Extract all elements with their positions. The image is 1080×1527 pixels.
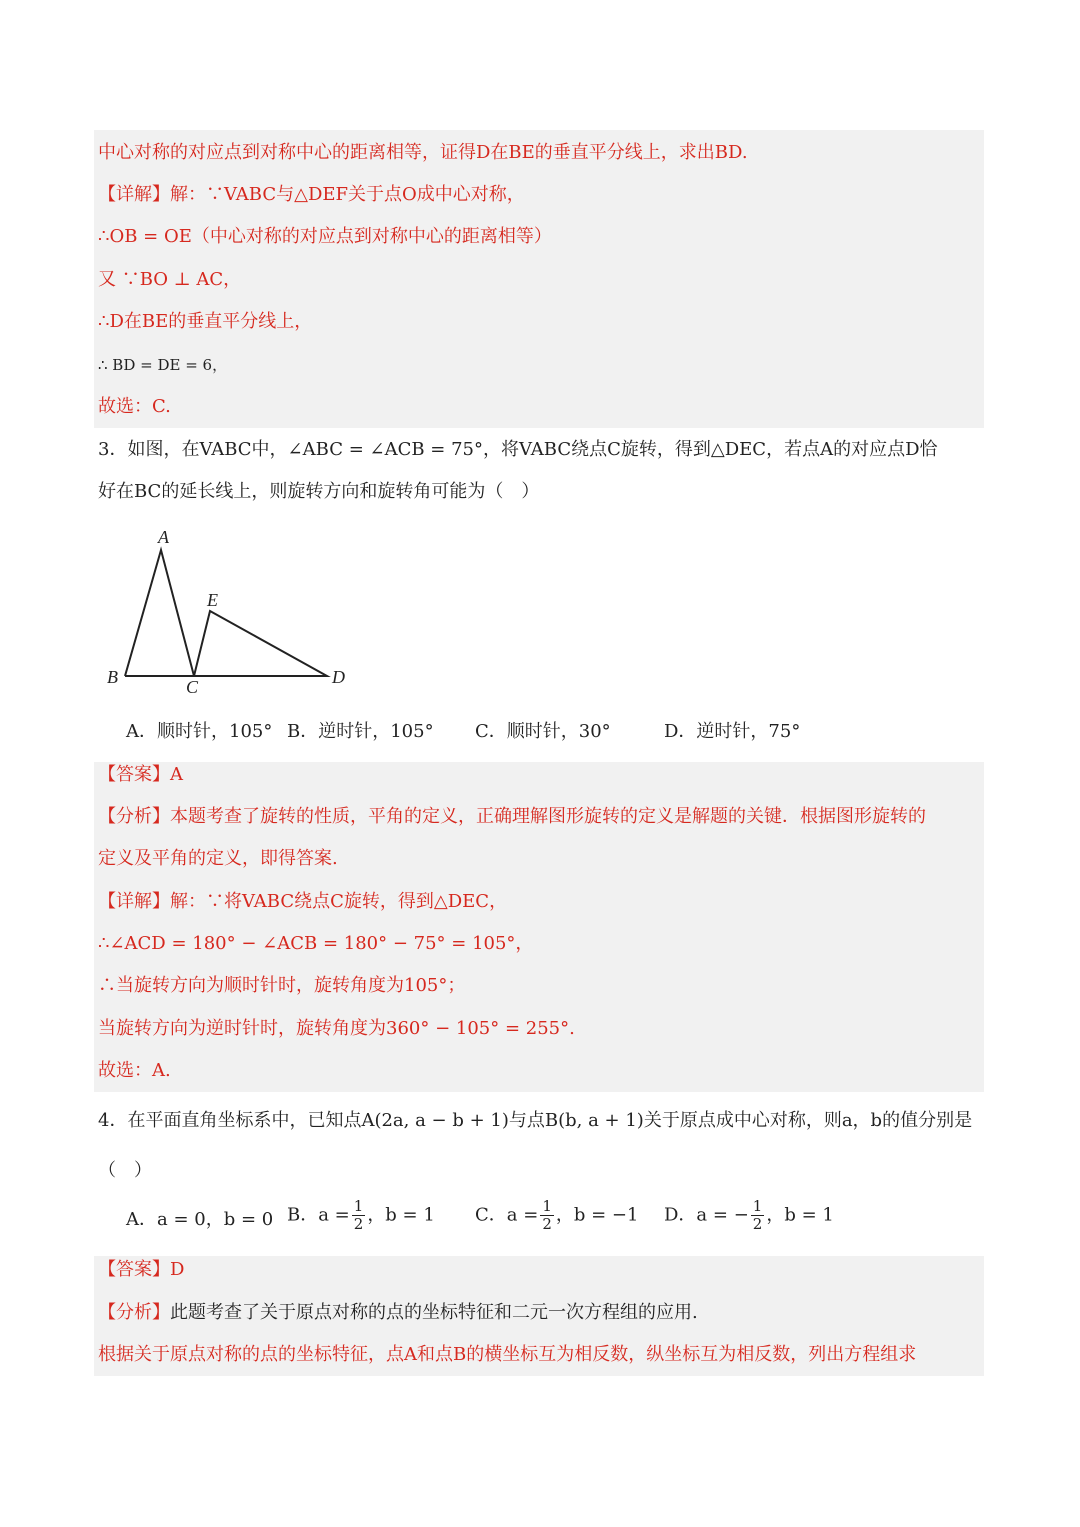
q4-option-c-fraction bbox=[540, 1198, 554, 1233]
triangle-abc bbox=[125, 550, 194, 676]
q4-option-c bbox=[475, 1198, 638, 1233]
q4-option-b bbox=[287, 1198, 435, 1233]
q4-option-c-num: 1 bbox=[542, 1197, 552, 1215]
q4-answer: 【答案】D bbox=[98, 1259, 185, 1280]
q3-triangle-figure bbox=[100, 520, 360, 700]
q3-choice: 故选：A. bbox=[98, 1060, 171, 1081]
q4-option-b-fraction bbox=[352, 1198, 366, 1233]
q2-detail bbox=[98, 181, 525, 209]
q2-step1: ∴OB = OE（中心对称的对应点到对称中心的距离相等） bbox=[98, 226, 552, 247]
q4-option-d-den: 2 bbox=[752, 1215, 763, 1233]
q3-option-d: D．逆时针，75° bbox=[664, 721, 801, 742]
q3-step3: 当旋转方向为逆时针时，旋转角度为360° − 105° = 255°. bbox=[98, 1018, 575, 1039]
q2-step2: 又 ∵BO ⊥ AC， bbox=[98, 269, 242, 290]
q3-step1: ∴∠ACD = 180° − ∠ACB = 180° − 75° = 105°， bbox=[98, 933, 534, 954]
q4-option-d-prefix: D．a = − bbox=[664, 1204, 749, 1226]
q2-detail-text: 解：∵VABC与△DEF关于点O成中心对称， bbox=[170, 184, 525, 205]
q4-analysis-label: 【分析】 bbox=[98, 1302, 170, 1323]
q3-answer: 【答案】A bbox=[98, 764, 183, 785]
q2-choice: 故选：C. bbox=[98, 396, 171, 417]
label-d: D bbox=[332, 667, 345, 687]
q4-stem-line2: （ ） bbox=[98, 1160, 152, 1181]
q3-analysis-text: 本题考查了旋转的性质，平角的定义，正确理解图形旋转的定义是解题的关键．根据图形旋转的 bbox=[170, 806, 926, 827]
label-a: A bbox=[158, 527, 169, 547]
q2-analysis-tail: 中心对称的对应点到对称中心的距离相等，证得D在BE的垂直平分线上，求出BD. bbox=[98, 142, 748, 163]
q2-detail-label: 【详解】 bbox=[98, 184, 170, 205]
q4-analysis-text: 此题考查了关于原点对称的点的坐标特征和二元一次方程组的应用. bbox=[170, 1302, 698, 1323]
q3-detail-label: 【详解】 bbox=[98, 891, 170, 912]
q3-option-c: C．顺时针，30° bbox=[475, 721, 611, 742]
q4-option-c-den: 2 bbox=[542, 1215, 552, 1233]
q3-step2: ∴当旋转方向为顺时针时，旋转角度为105°； bbox=[98, 975, 466, 996]
q3-analysis-line1 bbox=[98, 803, 926, 831]
q2-step4: ∴ BD = DE = 6， bbox=[98, 356, 228, 374]
q3-detail bbox=[98, 888, 507, 916]
q3-detail-text: 解：∵将VABC绕点C旋转，得到△DEC， bbox=[170, 891, 508, 912]
q2-step3: ∴D在BE的垂直平分线上， bbox=[98, 311, 313, 332]
q4-option-d-fraction bbox=[751, 1198, 765, 1233]
q3-stem-line2: 好在BC的延长线上，则旋转方向和旋转角可能为（ ） bbox=[98, 481, 540, 502]
label-b: B bbox=[107, 667, 118, 687]
q4-analysis-line2: 根据关于原点对称的点的坐标特征，点A和点B的横坐标互为相反数，纵坐标互为相反数，列出方程组求 bbox=[98, 1344, 917, 1365]
q3-stem-line1: 3．如图，在VABC中，∠ABC = ∠ACB = 75°，将VABC绕点C旋转，得到△DEC，若点A的对应点D恰 bbox=[98, 439, 938, 460]
q4-option-a: A．a = 0，b = 0 bbox=[126, 1209, 274, 1230]
q4-option-d bbox=[664, 1198, 834, 1233]
q3-analysis-label: 【分析】 bbox=[98, 806, 170, 827]
q4-option-b-den: 2 bbox=[353, 1215, 364, 1233]
q3-option-a: A．顺时针，105° bbox=[126, 721, 273, 742]
label-e: E bbox=[207, 590, 218, 610]
triangle-dec bbox=[194, 611, 327, 676]
q4-option-c-suffix: ，b = −1 bbox=[555, 1204, 639, 1226]
q4-option-d-num: 1 bbox=[752, 1197, 763, 1215]
q4-analysis bbox=[98, 1299, 698, 1327]
label-c: C bbox=[186, 677, 199, 697]
q4-option-b-suffix: ，b = 1 bbox=[367, 1204, 435, 1226]
q3-option-b: B．逆时针，105° bbox=[287, 721, 434, 742]
q4-option-d-suffix: ，b = 1 bbox=[766, 1204, 834, 1226]
q4-stem-line1: 4．在平面直角坐标系中，已知点A(2a, a − b + 1)与点B(b, a + 1)关于原点成中心对称，则a，b的值分别是 bbox=[98, 1110, 973, 1131]
q4-option-b-num: 1 bbox=[353, 1197, 364, 1215]
q4-option-b-prefix: B．a = bbox=[287, 1204, 350, 1226]
q4-option-c-prefix: C．a = bbox=[475, 1204, 539, 1226]
q3-analysis-line2: 定义及平角的定义，即得答案. bbox=[98, 848, 338, 869]
